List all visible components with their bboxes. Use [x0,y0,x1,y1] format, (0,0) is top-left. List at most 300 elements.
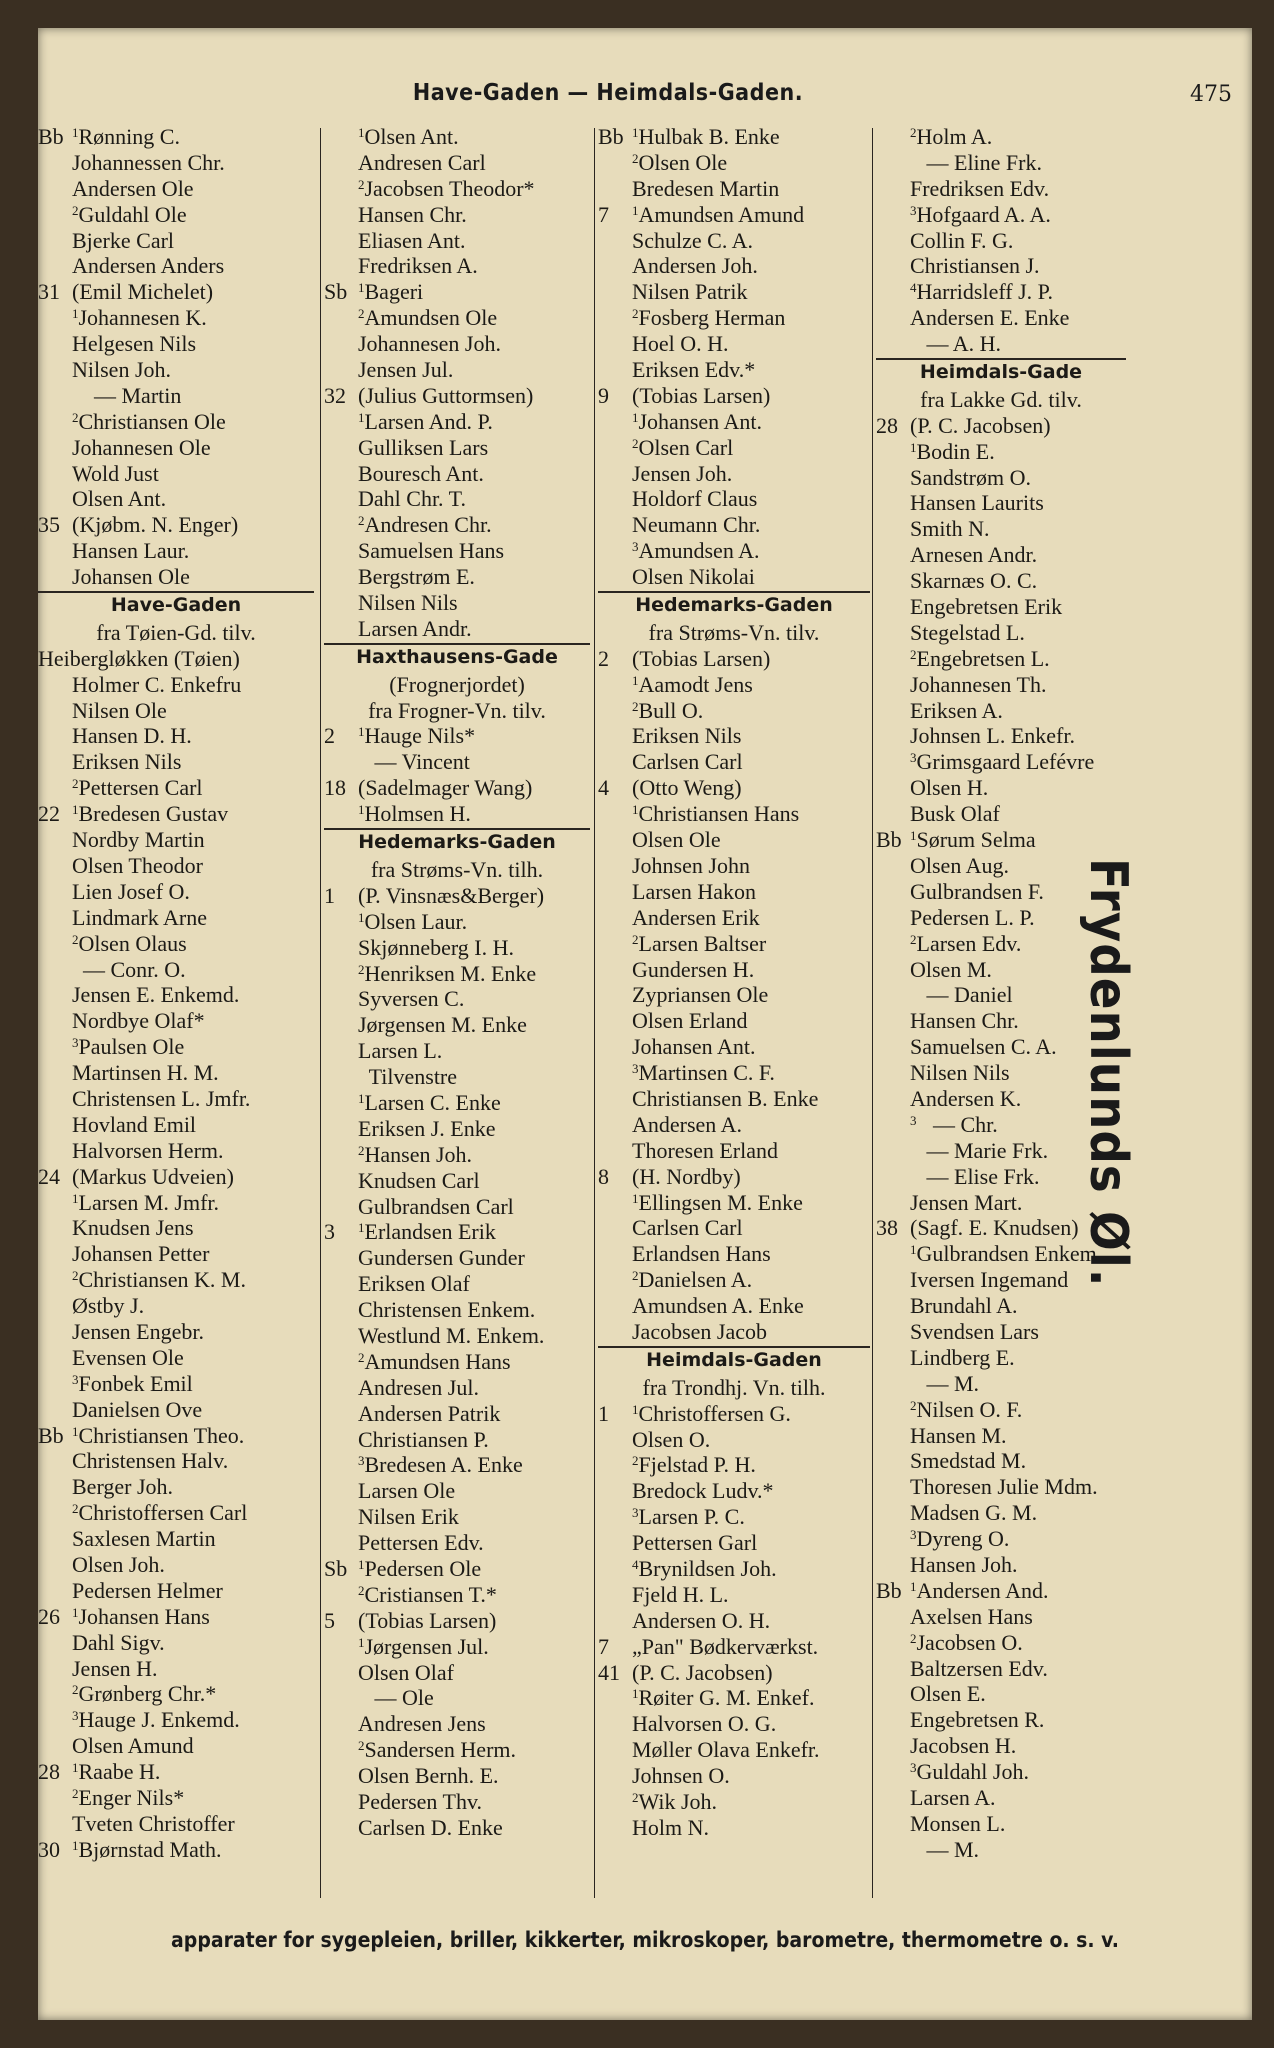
resident-entry [38,435,314,461]
floor-marker: 2 [358,176,365,192]
entry-text: Holmer C. Enkefru [72,671,242,697]
resident-entry [38,775,314,801]
floor-marker: 1 [910,828,917,844]
entry-text: Christiansen Hans [638,801,800,827]
resident-entry [324,986,590,1012]
entry-text: fra Strøms-Vn. tilh. [370,856,544,882]
entry-text: (Sagf. E. Knudsen) [910,1215,1079,1241]
resident-entry [324,1737,590,1763]
entry-text: Andersen Patrik [358,1400,501,1426]
entry-text: Hauge J. Enkemd. [78,1707,240,1733]
entry-text: — Vincent [358,749,470,775]
resident-entry [598,1215,870,1241]
resident-entry [38,1604,314,1630]
entry-text: Olsen Olaf [358,1659,454,1685]
resident-entry [598,357,870,383]
entry-text: Axelsen Hans [910,1603,1033,1629]
resident-entry [38,1371,314,1397]
entry-text: Schulze C. A. [632,227,753,253]
entry-text: Gulbrandsen Enkem. [916,1241,1103,1267]
floor-marker: 2 [910,931,917,947]
resident-entry [876,279,1126,305]
entry-text: Larsen Ole [358,1478,456,1504]
floor-marker: 3 [632,1505,639,1521]
resident-entry [324,775,590,801]
entry-text: (Tobias Larsen) [358,1607,497,1633]
entry-text: Pedersen L. P. [910,904,1035,930]
entry-text: Larsen A. [910,1785,996,1810]
entry-text: Hansen Chr. [910,1008,1019,1034]
resident-entry [876,646,1126,672]
entry-text: Jensen Joh. [632,460,733,486]
resident-entry [324,1504,590,1530]
entry-text: Olsen Laur. [364,908,468,934]
house-number: 18 [324,775,346,801]
resident-entry [38,982,314,1008]
resident-entry [876,465,1126,491]
street-note [324,857,590,883]
resident-entry [38,801,314,827]
floor-marker: 4 [910,280,917,296]
resident-entry [324,1349,590,1375]
resident-entry [324,1789,590,1815]
resident-entry [324,538,590,564]
resident-entry [38,1138,314,1164]
entry-text: Johansen Petter [72,1241,210,1267]
entry-text: Martinsen H. M. [72,1060,219,1086]
resident-entry [598,1582,870,1608]
column-2 [324,124,590,1841]
entry-text: Larsen Baltser [638,930,767,956]
floor-marker: 1 [632,409,639,425]
resident-entry [324,1608,590,1634]
entry-text: Carlsen Carl [632,1215,743,1241]
house-number: 28 [876,412,898,438]
resident-entry [598,124,870,150]
entry-text: Bjørnstad Math. [78,1836,222,1862]
house-number: 41 [598,1659,620,1685]
entry-text: Halvorsen O. G. [632,1711,777,1737]
floor-marker: 2 [632,1453,639,1469]
resident-entry [598,775,870,801]
entry-text: Sandstrøm O. [910,464,1031,490]
resident-entry [38,1060,314,1086]
section-divider [38,591,314,593]
resident-entry [598,853,870,879]
resident-entry [38,646,314,672]
entry-text: Lindberg E. [910,1344,1015,1370]
house-number: Bb [38,124,64,149]
house-number: Sb [324,1555,348,1581]
entry-text: Olsen Ant. [364,124,459,149]
entry-text: Johnsen John [632,852,750,878]
entry-text: — Eline Frk. [910,149,1042,175]
resident-entry [598,1504,870,1530]
street-note [324,698,590,724]
entry-text: Fonbek Emil [78,1370,193,1396]
floor-marker: 1 [910,1242,917,1258]
entry-text: Hauge Nils* [364,723,476,749]
entry-text: „Pan" Bødkerværkst. [632,1633,819,1659]
floor-marker: 2 [632,150,639,166]
entry-text: Johansen Hans [78,1603,210,1629]
entry-text: Andresen Jens [358,1711,486,1737]
resident-entry [38,879,314,905]
entry-text: Stegelstad L. [910,619,1025,645]
entry-text: Syversen C. [358,986,465,1012]
resident-entry [598,1060,870,1086]
resident-entry [876,1552,1126,1578]
entry-text: Olsen Carl [638,434,734,460]
entry-text: Brynildsen Joh. [638,1555,777,1581]
floor-marker: 3 [910,1527,917,1543]
entry-text: Larsen Andr. [358,615,472,641]
resident-entry [876,1604,1126,1630]
resident-entry [876,150,1126,176]
floor-marker: 2 [72,1268,79,1284]
resident-entry [876,698,1126,724]
entry-text: Larsen L. [358,1038,443,1064]
resident-entry [324,124,590,150]
resident-entry [598,1241,870,1267]
resident-entry [38,409,314,435]
resident-entry [38,1759,314,1785]
entry-text: Olsen Olaus [78,930,187,956]
entry-text: Andresen Carl [358,149,486,175]
resident-entry [38,1293,314,1319]
resident-entry [38,905,314,931]
resident-entry [876,775,1126,801]
house-number: 24 [38,1163,60,1189]
entry-text: Hofgaard A. A. [916,201,1051,227]
resident-entry [598,1319,870,1345]
section-divider [598,1346,870,1348]
entry-text: Guldahl Joh. [916,1759,1029,1785]
entry-text: Larsen P. C. [638,1504,745,1530]
entry-text: Bull O. [638,697,704,723]
entry-text: Dahl Chr. T. [358,486,466,512]
house-number: 2 [598,645,609,671]
floor-marker: 3 [910,1760,917,1776]
entry-text: Jensen Jul. [358,357,454,383]
entry-text: Hovland Emil [72,1111,197,1137]
entry-text: Aamodt Jens [638,671,753,697]
resident-entry [324,1323,590,1349]
house-number: Bb [876,827,902,853]
resident-entry [324,1478,590,1504]
entry-text: Larsen C. Enke [364,1089,501,1115]
entry-text: Skjønneberg I. H. [358,934,515,960]
resident-entry [38,698,314,724]
floor-marker: 1 [358,280,365,296]
house-number: 32 [324,382,346,408]
entry-text: Samuelsen Hans [358,538,505,564]
resident-entry [876,305,1126,331]
house-number: 4 [598,775,609,801]
entry-text: Nilsen Patrik [632,279,748,305]
resident-entry [598,1452,870,1478]
floor-marker: 1 [358,909,365,925]
entry-text: Danielsen A. [638,1267,753,1293]
resident-entry [324,1711,590,1737]
resident-entry [324,749,590,775]
street-heading: Have-Gaden [110,594,242,617]
floor-marker: 1 [632,202,639,218]
floor-marker: 3 [910,202,917,218]
resident-entry [324,1168,590,1194]
resident-entry [598,1401,870,1427]
entry-text: Bredesen Martin [632,175,780,201]
section-divider [324,643,590,645]
entry-text: Nilsen Nils [358,590,458,616]
resident-entry [598,879,870,905]
resident-entry [876,1837,1126,1863]
entry-text: Helgesen Nils [72,331,197,357]
resident-entry [876,801,1126,827]
entry-text: fra Frogner-Vn. tilv. [368,697,546,723]
resident-entry [38,1319,314,1345]
resident-entry [598,409,870,435]
entry-text: (H. Nordby) [632,1163,741,1189]
resident-entry [876,1681,1126,1707]
resident-entry [598,331,870,357]
resident-entry [876,1578,1126,1604]
entry-text: — Conr. O. [72,956,186,982]
floor-marker: 1 [358,125,365,140]
resident-entry [38,538,314,564]
entry-text: Lien Josef O. [72,878,190,904]
entry-text: Amundsen A. Enke [632,1293,804,1319]
column-1 [38,124,314,1863]
entry-text: Andresen Jul. [358,1374,479,1400]
entry-text: Jacobsen O. [916,1629,1023,1655]
floor-marker: 2 [72,1682,79,1698]
resident-entry [324,1582,590,1608]
entry-text: Engebretsen Erik [910,594,1063,620]
entry-text: (Julius Guttormsen) [358,382,534,408]
entry-text: — Daniel [910,982,1013,1008]
entry-text: Wold Just [72,460,159,486]
resident-entry [876,568,1126,594]
resident-entry [38,305,314,331]
resident-entry [324,1452,590,1478]
entry-text: Iversen Ingemand [910,1267,1069,1293]
entry-text: Holm A. [916,124,993,149]
resident-entry [38,1578,314,1604]
resident-entry [324,961,590,987]
entry-text: Larsen Edv. [916,930,1022,956]
entry-text: Olsen Ant. [72,486,167,512]
resident-entry [38,1630,314,1656]
resident-entry [38,1034,314,1060]
entry-text: Danielsen Ove [72,1396,203,1422]
entry-text: Eriksen A. [910,697,1003,723]
entry-text: Olsen Ole [638,149,728,175]
street-note [324,672,590,698]
entry-text: Johansen Ole [72,564,190,590]
floor-marker: 2 [358,1349,365,1365]
resident-entry [598,435,870,461]
resident-entry [324,253,590,279]
resident-entry [598,383,870,409]
resident-entry [38,124,314,150]
floor-marker: 2 [72,202,79,218]
resident-entry [38,957,314,983]
floor-marker: 2 [910,1397,917,1413]
resident-entry [324,1012,590,1038]
resident-entry [38,853,314,879]
resident-entry [324,486,590,512]
resident-entry [324,1038,590,1064]
entry-text: Sandersen Herm. [364,1737,517,1763]
floor-marker: 3 [632,539,639,555]
entry-text: Gundersen H. [632,956,755,982]
resident-entry [324,1815,590,1841]
resident-entry [324,1660,590,1686]
entry-text: Jacobsen Jacob [632,1318,768,1344]
entry-text: Andersen And. [916,1577,1049,1603]
entry-text: Christiansen P. [358,1426,489,1452]
floor-marker: 3 [72,1035,79,1051]
entry-text: Wik Joh. [638,1789,718,1814]
resident-entry [598,486,870,512]
resident-entry [38,383,314,409]
entry-text: Amundsen A. [638,538,760,564]
entry-text: Jørgensen Jul. [364,1633,489,1659]
resident-entry [876,439,1126,465]
floor-marker: 2 [632,698,639,714]
resident-entry [38,1526,314,1552]
entry-text: Knudsen Jens [72,1215,194,1241]
entry-text: Thoresen Erland [632,1137,778,1163]
resident-entry [324,1219,590,1245]
floor-marker: 2 [72,1786,79,1801]
floor-marker: 3 [358,1453,365,1469]
entry-text: Bredock Ludv.* [632,1478,774,1504]
entry-text: Zypriansen Ole [632,982,769,1008]
house-number: 30 [38,1836,60,1862]
entry-text: Pettersen Garl [632,1530,758,1556]
resident-entry [324,564,590,590]
resident-entry [38,1448,314,1474]
street-note [38,620,314,646]
entry-text: Johannesen Ole [72,434,211,460]
entry-text: Pettersen Edv. [358,1530,484,1556]
resident-entry [876,253,1126,279]
resident-entry [598,801,870,827]
entry-text: Olsen Aug. [910,852,1009,878]
resident-entry [876,1345,1126,1371]
resident-entry [38,672,314,698]
resident-entry [876,1785,1126,1811]
entry-text: Eriksen Nils [72,749,182,775]
floor-marker: 1 [358,1556,365,1572]
entry-text: Pedersen Helmer [72,1577,223,1603]
resident-entry [876,1474,1126,1500]
entry-text: — A. H. [910,331,1002,357]
entry-text: Fjeld H. L. [632,1581,729,1607]
floor-marker: 2 [632,1268,639,1284]
entry-text: Lindmark Arne [72,904,208,930]
resident-entry [876,1630,1126,1656]
page-title: Have-Gaden — Heimdals-Gaden. [412,80,804,106]
entry-text: — M. [910,1370,980,1396]
entry-text: Eriksen Edv.* [632,357,756,383]
entry-text: Hansen Joh. [910,1551,1018,1577]
resident-entry [38,228,314,254]
entry-text: Olsen Theodor [72,852,203,878]
entry-text: Smith N. [910,516,990,542]
resident-entry [876,620,1126,646]
floor-marker: 2 [72,1501,79,1517]
entry-text: Holdorf Claus [632,486,758,512]
floor-marker: 1 [72,802,79,818]
resident-entry [598,1556,870,1582]
resident-entry [876,1293,1126,1319]
resident-entry [324,1297,590,1323]
house-number: 7 [598,1633,609,1659]
floor-marker: 1 [72,306,79,322]
entry-text: Saxlesen Martin [72,1526,216,1552]
entry-text: Busk Olaf [910,801,1000,827]
entry-text: Holmsen H. [364,801,471,827]
entry-text: Eriksen Olaf [358,1271,470,1297]
floor-marker: 2 [358,306,365,322]
entry-text: Nordby Martin [72,827,205,853]
resident-entry [598,1530,870,1556]
entry-text: Enger Nils* [78,1785,185,1810]
resident-entry [38,1474,314,1500]
floor-marker: 3 [72,1371,79,1387]
entry-text: Bjerke Carl [72,227,175,253]
resident-entry [876,516,1126,542]
resident-entry [598,1685,870,1711]
entry-text: Rønning C. [78,124,180,149]
resident-entry [38,512,314,538]
page-header [38,28,1252,107]
floor-marker: 2 [358,1142,365,1158]
entry-text: Christiansen Theo. [78,1422,245,1448]
entry-text: Olsen M. [910,956,992,982]
resident-entry [598,957,870,983]
resident-entry [324,1090,590,1116]
entry-text: Jørgensen M. Enke [358,1012,527,1038]
resident-entry [38,827,314,853]
resident-entry [598,672,870,698]
section-divider [324,828,590,830]
house-number: 8 [598,1163,609,1189]
resident-entry [324,1142,590,1168]
street-heading: Heimdals-Gade [919,361,1083,384]
entry-text: (Frognerjordet) [389,671,525,697]
resident-entry [38,150,314,176]
resident-entry [598,646,870,672]
column-divider [594,128,595,1898]
resident-entry [324,616,590,642]
entry-text: fra Tøien-Gd. tilv. [96,619,256,645]
entry-text: Cristiansen T.* [364,1581,497,1607]
resident-entry [38,357,314,383]
entry-text: Johannesen K. [78,305,207,331]
entry-text: Andersen Anders [72,253,225,279]
floor-marker: 1 [632,1686,639,1702]
resident-entry [324,383,590,409]
resident-entry [598,1737,870,1763]
resident-entry [598,305,870,331]
entry-text: Collin F. G. [910,227,1014,253]
street-note [876,387,1126,413]
entry-text: Martinsen C. F. [638,1060,775,1086]
